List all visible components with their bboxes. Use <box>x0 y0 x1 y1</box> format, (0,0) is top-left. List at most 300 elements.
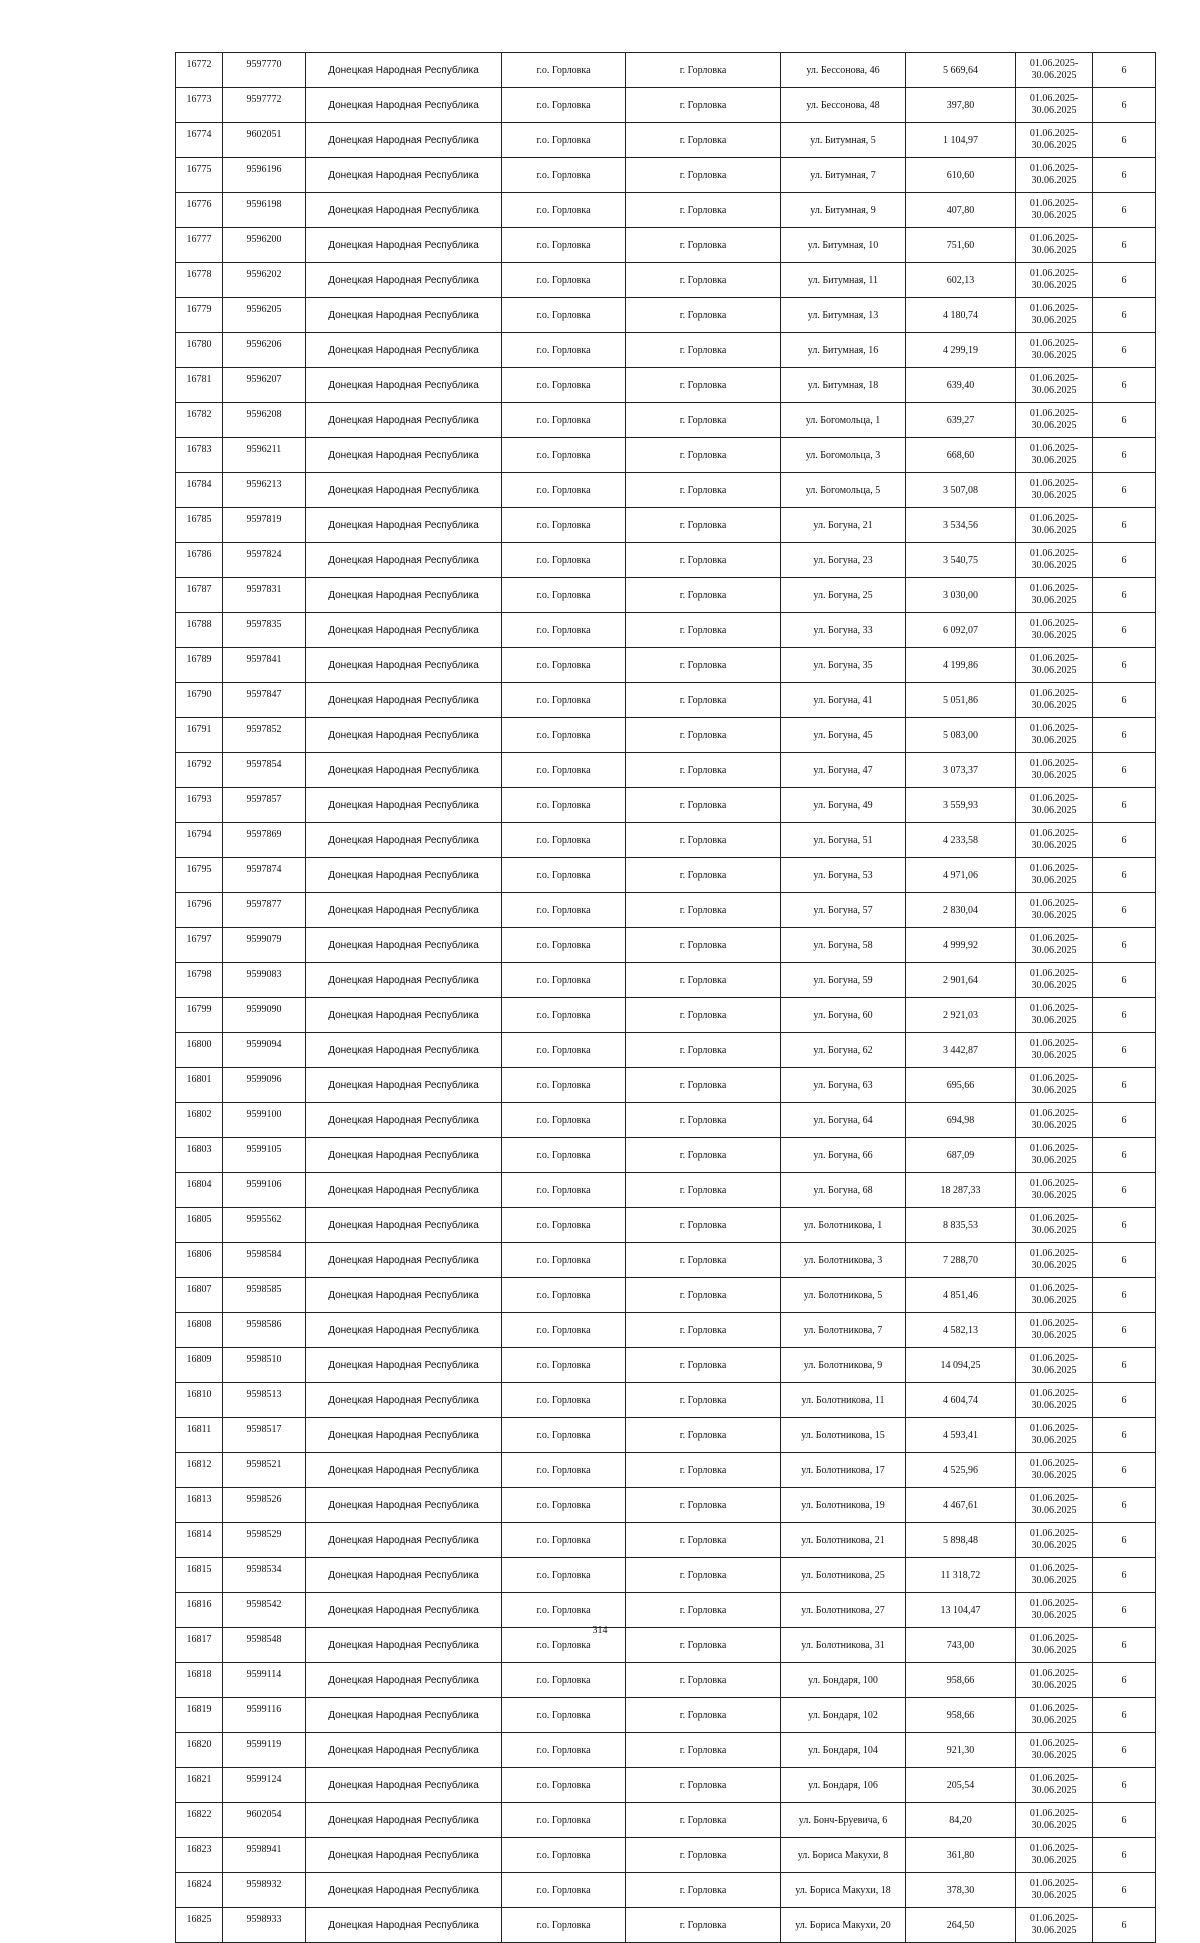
district-cell: г.о. Горловка <box>502 858 626 893</box>
table-row <box>176 403 1156 438</box>
region-cell: Донецкая Народная Республика <box>306 158 502 193</box>
city-cell: г. Горловка <box>626 88 781 123</box>
address-cell: ул. Богуна, 51 <box>781 823 906 858</box>
city-cell: г. Горловка <box>626 718 781 753</box>
value-cell: 6 <box>1093 1873 1156 1908</box>
district-cell: г.о. Горловка <box>502 823 626 858</box>
object-code: 9598584 <box>223 1243 306 1278</box>
value-cell: 6 <box>1093 928 1156 963</box>
city-cell: г. Горловка <box>626 1838 781 1873</box>
amount-cell: 5 898,48 <box>906 1523 1016 1558</box>
row-number: 16819 <box>176 1698 223 1733</box>
city-cell: г. Горловка <box>626 893 781 928</box>
region-cell: Донецкая Народная Республика <box>306 963 502 998</box>
value-cell: 6 <box>1093 1033 1156 1068</box>
district-cell: г.о. Горловка <box>502 683 626 718</box>
amount-cell: 8 835,53 <box>906 1208 1016 1243</box>
object-code: 9598534 <box>223 1558 306 1593</box>
district-cell: г.о. Горловка <box>502 368 626 403</box>
address-cell: ул. Богуна, 23 <box>781 543 906 578</box>
value-cell: 6 <box>1093 1838 1156 1873</box>
address-cell: ул. Богуна, 47 <box>781 753 906 788</box>
object-code: 9598510 <box>223 1348 306 1383</box>
object-code: 9599114 <box>223 1663 306 1698</box>
address-cell: ул. Битумная, 9 <box>781 193 906 228</box>
object-code: 9597835 <box>223 613 306 648</box>
period-cell: 01.06.2025-30.06.2025 <box>1016 963 1093 998</box>
district-cell: г.о. Горловка <box>502 963 626 998</box>
address-cell: ул. Богуна, 57 <box>781 893 906 928</box>
period-cell: 01.06.2025-30.06.2025 <box>1016 1243 1093 1278</box>
table-row <box>176 1418 1156 1453</box>
object-code: 9598586 <box>223 1313 306 1348</box>
value-cell: 6 <box>1093 753 1156 788</box>
table-row <box>176 473 1156 508</box>
period-cell: 01.06.2025-30.06.2025 <box>1016 508 1093 543</box>
value-cell: 6 <box>1093 1348 1156 1383</box>
object-code: 9597819 <box>223 508 306 543</box>
object-code: 9599090 <box>223 998 306 1033</box>
row-number: 16776 <box>176 193 223 228</box>
object-code: 9597877 <box>223 893 306 928</box>
address-cell: ул. Богуна, 64 <box>781 1103 906 1138</box>
amount-cell: 610,60 <box>906 158 1016 193</box>
table-row <box>176 1873 1156 1908</box>
city-cell: г. Горловка <box>626 858 781 893</box>
value-cell: 6 <box>1093 193 1156 228</box>
city-cell: г. Горловка <box>626 1768 781 1803</box>
amount-cell: 84,20 <box>906 1803 1016 1838</box>
city-cell: г. Горловка <box>626 823 781 858</box>
period-cell: 01.06.2025-30.06.2025 <box>1016 823 1093 858</box>
value-cell: 6 <box>1093 1103 1156 1138</box>
amount-cell: 18 287,33 <box>906 1173 1016 1208</box>
amount-cell: 5 083,00 <box>906 718 1016 753</box>
table-row <box>176 228 1156 263</box>
region-cell: Донецкая Народная Республика <box>306 1733 502 1768</box>
object-code: 9596213 <box>223 473 306 508</box>
address-cell: ул. Богомольца, 3 <box>781 438 906 473</box>
object-code: 9602054 <box>223 1803 306 1838</box>
region-cell: Донецкая Народная Республика <box>306 1628 502 1663</box>
city-cell: г. Горловка <box>626 788 781 823</box>
district-cell: г.о. Горловка <box>502 1768 626 1803</box>
table-row <box>176 1208 1156 1243</box>
period-cell: 01.06.2025-30.06.2025 <box>1016 683 1093 718</box>
table-row <box>176 298 1156 333</box>
value-cell: 6 <box>1093 1383 1156 1418</box>
city-cell: г. Горловка <box>626 228 781 263</box>
table-row <box>176 123 1156 158</box>
value-cell: 6 <box>1093 683 1156 718</box>
table-row <box>176 1908 1156 1943</box>
object-code: 9596198 <box>223 193 306 228</box>
object-code: 9598513 <box>223 1383 306 1418</box>
address-cell: ул. Богуна, 62 <box>781 1033 906 1068</box>
object-code: 9599119 <box>223 1733 306 1768</box>
row-number: 16824 <box>176 1873 223 1908</box>
value-cell: 6 <box>1093 1558 1156 1593</box>
period-cell: 01.06.2025-30.06.2025 <box>1016 228 1093 263</box>
city-cell: г. Горловка <box>626 438 781 473</box>
region-cell: Донецкая Народная Республика <box>306 683 502 718</box>
row-number: 16822 <box>176 1803 223 1838</box>
value-cell: 6 <box>1093 613 1156 648</box>
address-cell: ул. Болотникова, 17 <box>781 1453 906 1488</box>
table-row <box>176 1453 1156 1488</box>
amount-cell: 668,60 <box>906 438 1016 473</box>
period-cell: 01.06.2025-30.06.2025 <box>1016 1733 1093 1768</box>
object-code: 9597857 <box>223 788 306 823</box>
district-cell: г.о. Горловка <box>502 1523 626 1558</box>
value-cell: 6 <box>1093 1803 1156 1838</box>
period-cell: 01.06.2025-30.06.2025 <box>1016 1523 1093 1558</box>
city-cell: г. Горловка <box>626 1453 781 1488</box>
district-cell: г.о. Горловка <box>502 1103 626 1138</box>
city-cell: г. Горловка <box>626 298 781 333</box>
city-cell: г. Горловка <box>626 963 781 998</box>
value-cell: 6 <box>1093 1313 1156 1348</box>
value-cell: 6 <box>1093 1418 1156 1453</box>
address-cell: ул. Битумная, 13 <box>781 298 906 333</box>
table-row <box>176 1803 1156 1838</box>
district-cell: г.о. Горловка <box>502 1243 626 1278</box>
value-cell: 6 <box>1093 788 1156 823</box>
row-number: 16823 <box>176 1838 223 1873</box>
region-cell: Донецкая Народная Республика <box>306 578 502 613</box>
region-cell: Донецкая Народная Республика <box>306 858 502 893</box>
address-cell: ул. Бориса Макухи, 20 <box>781 1908 906 1943</box>
region-cell: Донецкая Народная Республика <box>306 1838 502 1873</box>
amount-cell: 3 073,37 <box>906 753 1016 788</box>
district-cell: г.о. Горловка <box>502 1593 626 1628</box>
district-cell: г.о. Горловка <box>502 508 626 543</box>
region-cell: Донецкая Народная Республика <box>306 1383 502 1418</box>
address-cell: ул. Битумная, 16 <box>781 333 906 368</box>
address-cell: ул. Богуна, 25 <box>781 578 906 613</box>
object-code: 9597824 <box>223 543 306 578</box>
value-cell: 6 <box>1093 1628 1156 1663</box>
period-cell: 01.06.2025-30.06.2025 <box>1016 753 1093 788</box>
value-cell: 6 <box>1093 403 1156 438</box>
table-row <box>176 1733 1156 1768</box>
row-number: 16796 <box>176 893 223 928</box>
district-cell: г.о. Горловка <box>502 753 626 788</box>
value-cell: 6 <box>1093 123 1156 158</box>
amount-cell: 361,80 <box>906 1838 1016 1873</box>
city-cell: г. Горловка <box>626 368 781 403</box>
district-cell: г.о. Горловка <box>502 1453 626 1488</box>
district-cell: г.о. Горловка <box>502 543 626 578</box>
address-cell: ул. Болотникова, 5 <box>781 1278 906 1313</box>
value-cell: 6 <box>1093 543 1156 578</box>
amount-cell: 14 094,25 <box>906 1348 1016 1383</box>
region-cell: Донецкая Народная Республика <box>306 368 502 403</box>
row-number: 16774 <box>176 123 223 158</box>
row-number: 16814 <box>176 1523 223 1558</box>
value-cell: 6 <box>1093 1698 1156 1733</box>
row-number: 16789 <box>176 648 223 683</box>
district-cell: г.о. Горловка <box>502 1488 626 1523</box>
period-cell: 01.06.2025-30.06.2025 <box>1016 403 1093 438</box>
district-cell: г.о. Горловка <box>502 928 626 963</box>
table-row <box>176 683 1156 718</box>
value-cell: 6 <box>1093 53 1156 88</box>
region-cell: Донецкая Народная Республика <box>306 1593 502 1628</box>
region-cell: Донецкая Народная Республика <box>306 1278 502 1313</box>
city-cell: г. Горловка <box>626 1103 781 1138</box>
city-cell: г. Горловка <box>626 1313 781 1348</box>
period-cell: 01.06.2025-30.06.2025 <box>1016 1278 1093 1313</box>
amount-cell: 4 851,46 <box>906 1278 1016 1313</box>
row-number: 16780 <box>176 333 223 368</box>
amount-cell: 958,66 <box>906 1663 1016 1698</box>
value-cell: 6 <box>1093 1593 1156 1628</box>
region-cell: Донецкая Народная Республика <box>306 1103 502 1138</box>
value-cell: 6 <box>1093 1663 1156 1698</box>
amount-cell: 4 180,74 <box>906 298 1016 333</box>
city-cell: г. Горловка <box>626 403 781 438</box>
period-cell: 01.06.2025-30.06.2025 <box>1016 1908 1093 1943</box>
row-number: 16787 <box>176 578 223 613</box>
period-cell: 01.06.2025-30.06.2025 <box>1016 1418 1093 1453</box>
city-cell: г. Горловка <box>626 683 781 718</box>
region-cell: Донецкая Народная Республика <box>306 543 502 578</box>
period-cell: 01.06.2025-30.06.2025 <box>1016 893 1093 928</box>
district-cell: г.о. Горловка <box>502 1733 626 1768</box>
row-number: 16788 <box>176 613 223 648</box>
value-cell: 6 <box>1093 1523 1156 1558</box>
value-cell: 6 <box>1093 998 1156 1033</box>
table-row <box>176 543 1156 578</box>
district-cell: г.о. Горловка <box>502 893 626 928</box>
amount-cell: 921,30 <box>906 1733 1016 1768</box>
city-cell: г. Горловка <box>626 998 781 1033</box>
region-cell: Донецкая Народная Республика <box>306 53 502 88</box>
period-cell: 01.06.2025-30.06.2025 <box>1016 298 1093 333</box>
object-code: 9596200 <box>223 228 306 263</box>
row-number: 16803 <box>176 1138 223 1173</box>
value-cell: 6 <box>1093 158 1156 193</box>
table-row <box>176 823 1156 858</box>
amount-cell: 378,30 <box>906 1873 1016 1908</box>
region-cell: Донецкая Народная Республика <box>306 298 502 333</box>
row-number: 16777 <box>176 228 223 263</box>
district-cell: г.о. Горловка <box>502 648 626 683</box>
amount-cell: 602,13 <box>906 263 1016 298</box>
district-cell: г.о. Горловка <box>502 1278 626 1313</box>
row-number: 16808 <box>176 1313 223 1348</box>
object-code: 9599083 <box>223 963 306 998</box>
amount-cell: 4 233,58 <box>906 823 1016 858</box>
amount-cell: 751,60 <box>906 228 1016 263</box>
city-cell: г. Горловка <box>626 1068 781 1103</box>
row-number: 16782 <box>176 403 223 438</box>
object-code: 9598526 <box>223 1488 306 1523</box>
object-code: 9596206 <box>223 333 306 368</box>
region-cell: Донецкая Народная Республика <box>306 88 502 123</box>
amount-cell: 2 921,03 <box>906 998 1016 1033</box>
amount-cell: 11 318,72 <box>906 1558 1016 1593</box>
table-row <box>176 578 1156 613</box>
region-cell: Донецкая Народная Республика <box>306 893 502 928</box>
period-cell: 01.06.2025-30.06.2025 <box>1016 158 1093 193</box>
period-cell: 01.06.2025-30.06.2025 <box>1016 1313 1093 1348</box>
table-row <box>176 1173 1156 1208</box>
address-cell: ул. Болотникова, 27 <box>781 1593 906 1628</box>
city-cell: г. Горловка <box>626 508 781 543</box>
row-number: 16812 <box>176 1453 223 1488</box>
object-code: 9597831 <box>223 578 306 613</box>
district-cell: г.о. Горловка <box>502 788 626 823</box>
value-cell: 6 <box>1093 1138 1156 1173</box>
object-code: 9597852 <box>223 718 306 753</box>
value-cell: 6 <box>1093 508 1156 543</box>
amount-cell: 3 507,08 <box>906 473 1016 508</box>
region-cell: Донецкая Народная Республика <box>306 928 502 963</box>
address-cell: ул. Богуна, 59 <box>781 963 906 998</box>
city-cell: г. Горловка <box>626 53 781 88</box>
district-cell: г.о. Горловка <box>502 438 626 473</box>
object-code: 9598521 <box>223 1453 306 1488</box>
row-number: 16804 <box>176 1173 223 1208</box>
value-cell: 6 <box>1093 1908 1156 1943</box>
row-number: 16775 <box>176 158 223 193</box>
row-number: 16773 <box>176 88 223 123</box>
district-cell: г.о. Горловка <box>502 333 626 368</box>
address-cell: ул. Богомольца, 5 <box>781 473 906 508</box>
district-cell: г.о. Горловка <box>502 88 626 123</box>
address-cell: ул. Богуна, 66 <box>781 1138 906 1173</box>
region-cell: Донецкая Народная Республика <box>306 788 502 823</box>
region-cell: Донецкая Народная Республика <box>306 1768 502 1803</box>
value-cell: 6 <box>1093 648 1156 683</box>
amount-cell: 743,00 <box>906 1628 1016 1663</box>
value-cell: 6 <box>1093 438 1156 473</box>
region-cell: Донецкая Народная Республика <box>306 438 502 473</box>
city-cell: г. Горловка <box>626 578 781 613</box>
region-cell: Донецкая Народная Республика <box>306 1908 502 1943</box>
region-cell: Донецкая Народная Республика <box>306 823 502 858</box>
period-cell: 01.06.2025-30.06.2025 <box>1016 1698 1093 1733</box>
city-cell: г. Горловка <box>626 1628 781 1663</box>
address-cell: ул. Болотникова, 21 <box>781 1523 906 1558</box>
city-cell: г. Горловка <box>626 613 781 648</box>
table-row <box>176 158 1156 193</box>
region-cell: Донецкая Народная Республика <box>306 1523 502 1558</box>
amount-cell: 3 559,93 <box>906 788 1016 823</box>
table-row <box>176 858 1156 893</box>
row-number: 16807 <box>176 1278 223 1313</box>
row-number: 16818 <box>176 1663 223 1698</box>
period-cell: 01.06.2025-30.06.2025 <box>1016 368 1093 403</box>
row-number: 16785 <box>176 508 223 543</box>
amount-cell: 397,80 <box>906 88 1016 123</box>
region-cell: Донецкая Народная Республика <box>306 473 502 508</box>
table-row <box>176 333 1156 368</box>
district-cell: г.о. Горловка <box>502 1138 626 1173</box>
address-cell: ул. Болотникова, 1 <box>781 1208 906 1243</box>
object-code: 9596211 <box>223 438 306 473</box>
amount-cell: 695,66 <box>906 1068 1016 1103</box>
district-cell: г.о. Горловка <box>502 263 626 298</box>
value-cell: 6 <box>1093 1208 1156 1243</box>
region-cell: Донецкая Народная Республика <box>306 1208 502 1243</box>
amount-cell: 4 999,92 <box>906 928 1016 963</box>
value-cell: 6 <box>1093 1488 1156 1523</box>
row-number: 16793 <box>176 788 223 823</box>
city-cell: г. Горловка <box>626 263 781 298</box>
region-cell: Донецкая Народная Республика <box>306 1488 502 1523</box>
amount-cell: 13 104,47 <box>906 1593 1016 1628</box>
address-cell: ул. Битумная, 7 <box>781 158 906 193</box>
table-row <box>176 1593 1156 1628</box>
city-cell: г. Горловка <box>626 1208 781 1243</box>
table-row <box>176 263 1156 298</box>
row-number: 16806 <box>176 1243 223 1278</box>
value-cell: 6 <box>1093 963 1156 998</box>
amount-cell: 3 534,56 <box>906 508 1016 543</box>
value-cell: 6 <box>1093 858 1156 893</box>
region-cell: Донецкая Народная Республика <box>306 1418 502 1453</box>
region-cell: Донецкая Народная Республика <box>306 508 502 543</box>
region-cell: Донецкая Народная Республика <box>306 193 502 228</box>
period-cell: 01.06.2025-30.06.2025 <box>1016 858 1093 893</box>
amount-cell: 2 901,64 <box>906 963 1016 998</box>
period-cell: 01.06.2025-30.06.2025 <box>1016 1628 1093 1663</box>
city-cell: г. Горловка <box>626 1523 781 1558</box>
period-cell: 01.06.2025-30.06.2025 <box>1016 1803 1093 1838</box>
table-row <box>176 1313 1156 1348</box>
value-cell: 6 <box>1093 1243 1156 1278</box>
address-cell: ул. Богуна, 53 <box>781 858 906 893</box>
address-cell: ул. Бондаря, 102 <box>781 1698 906 1733</box>
row-number: 16815 <box>176 1558 223 1593</box>
period-cell: 01.06.2025-30.06.2025 <box>1016 1383 1093 1418</box>
city-cell: г. Горловка <box>626 1908 781 1943</box>
table-row <box>176 1698 1156 1733</box>
row-number: 16795 <box>176 858 223 893</box>
city-cell: г. Горловка <box>626 1418 781 1453</box>
amount-cell: 5 669,64 <box>906 53 1016 88</box>
region-cell: Донецкая Народная Республика <box>306 123 502 158</box>
row-number: 16813 <box>176 1488 223 1523</box>
table-row <box>176 893 1156 928</box>
object-code: 9597772 <box>223 88 306 123</box>
value-cell: 6 <box>1093 1733 1156 1768</box>
object-code: 9602051 <box>223 123 306 158</box>
amount-cell: 4 199,86 <box>906 648 1016 683</box>
period-cell: 01.06.2025-30.06.2025 <box>1016 193 1093 228</box>
amount-cell: 4 593,41 <box>906 1418 1016 1453</box>
region-cell: Донецкая Народная Республика <box>306 1243 502 1278</box>
row-number: 16792 <box>176 753 223 788</box>
period-cell: 01.06.2025-30.06.2025 <box>1016 578 1093 613</box>
value-cell: 6 <box>1093 578 1156 613</box>
object-code: 9598548 <box>223 1628 306 1663</box>
address-cell: ул. Болотникова, 11 <box>781 1383 906 1418</box>
region-cell: Донецкая Народная Республика <box>306 1873 502 1908</box>
period-cell: 01.06.2025-30.06.2025 <box>1016 88 1093 123</box>
address-cell: ул. Богомольца, 1 <box>781 403 906 438</box>
city-cell: г. Горловка <box>626 1733 781 1768</box>
row-number: 16820 <box>176 1733 223 1768</box>
row-number: 16817 <box>176 1628 223 1663</box>
object-code: 9599079 <box>223 928 306 963</box>
table-row <box>176 1138 1156 1173</box>
table-row <box>176 1838 1156 1873</box>
region-cell: Донецкая Народная Республика <box>306 263 502 298</box>
